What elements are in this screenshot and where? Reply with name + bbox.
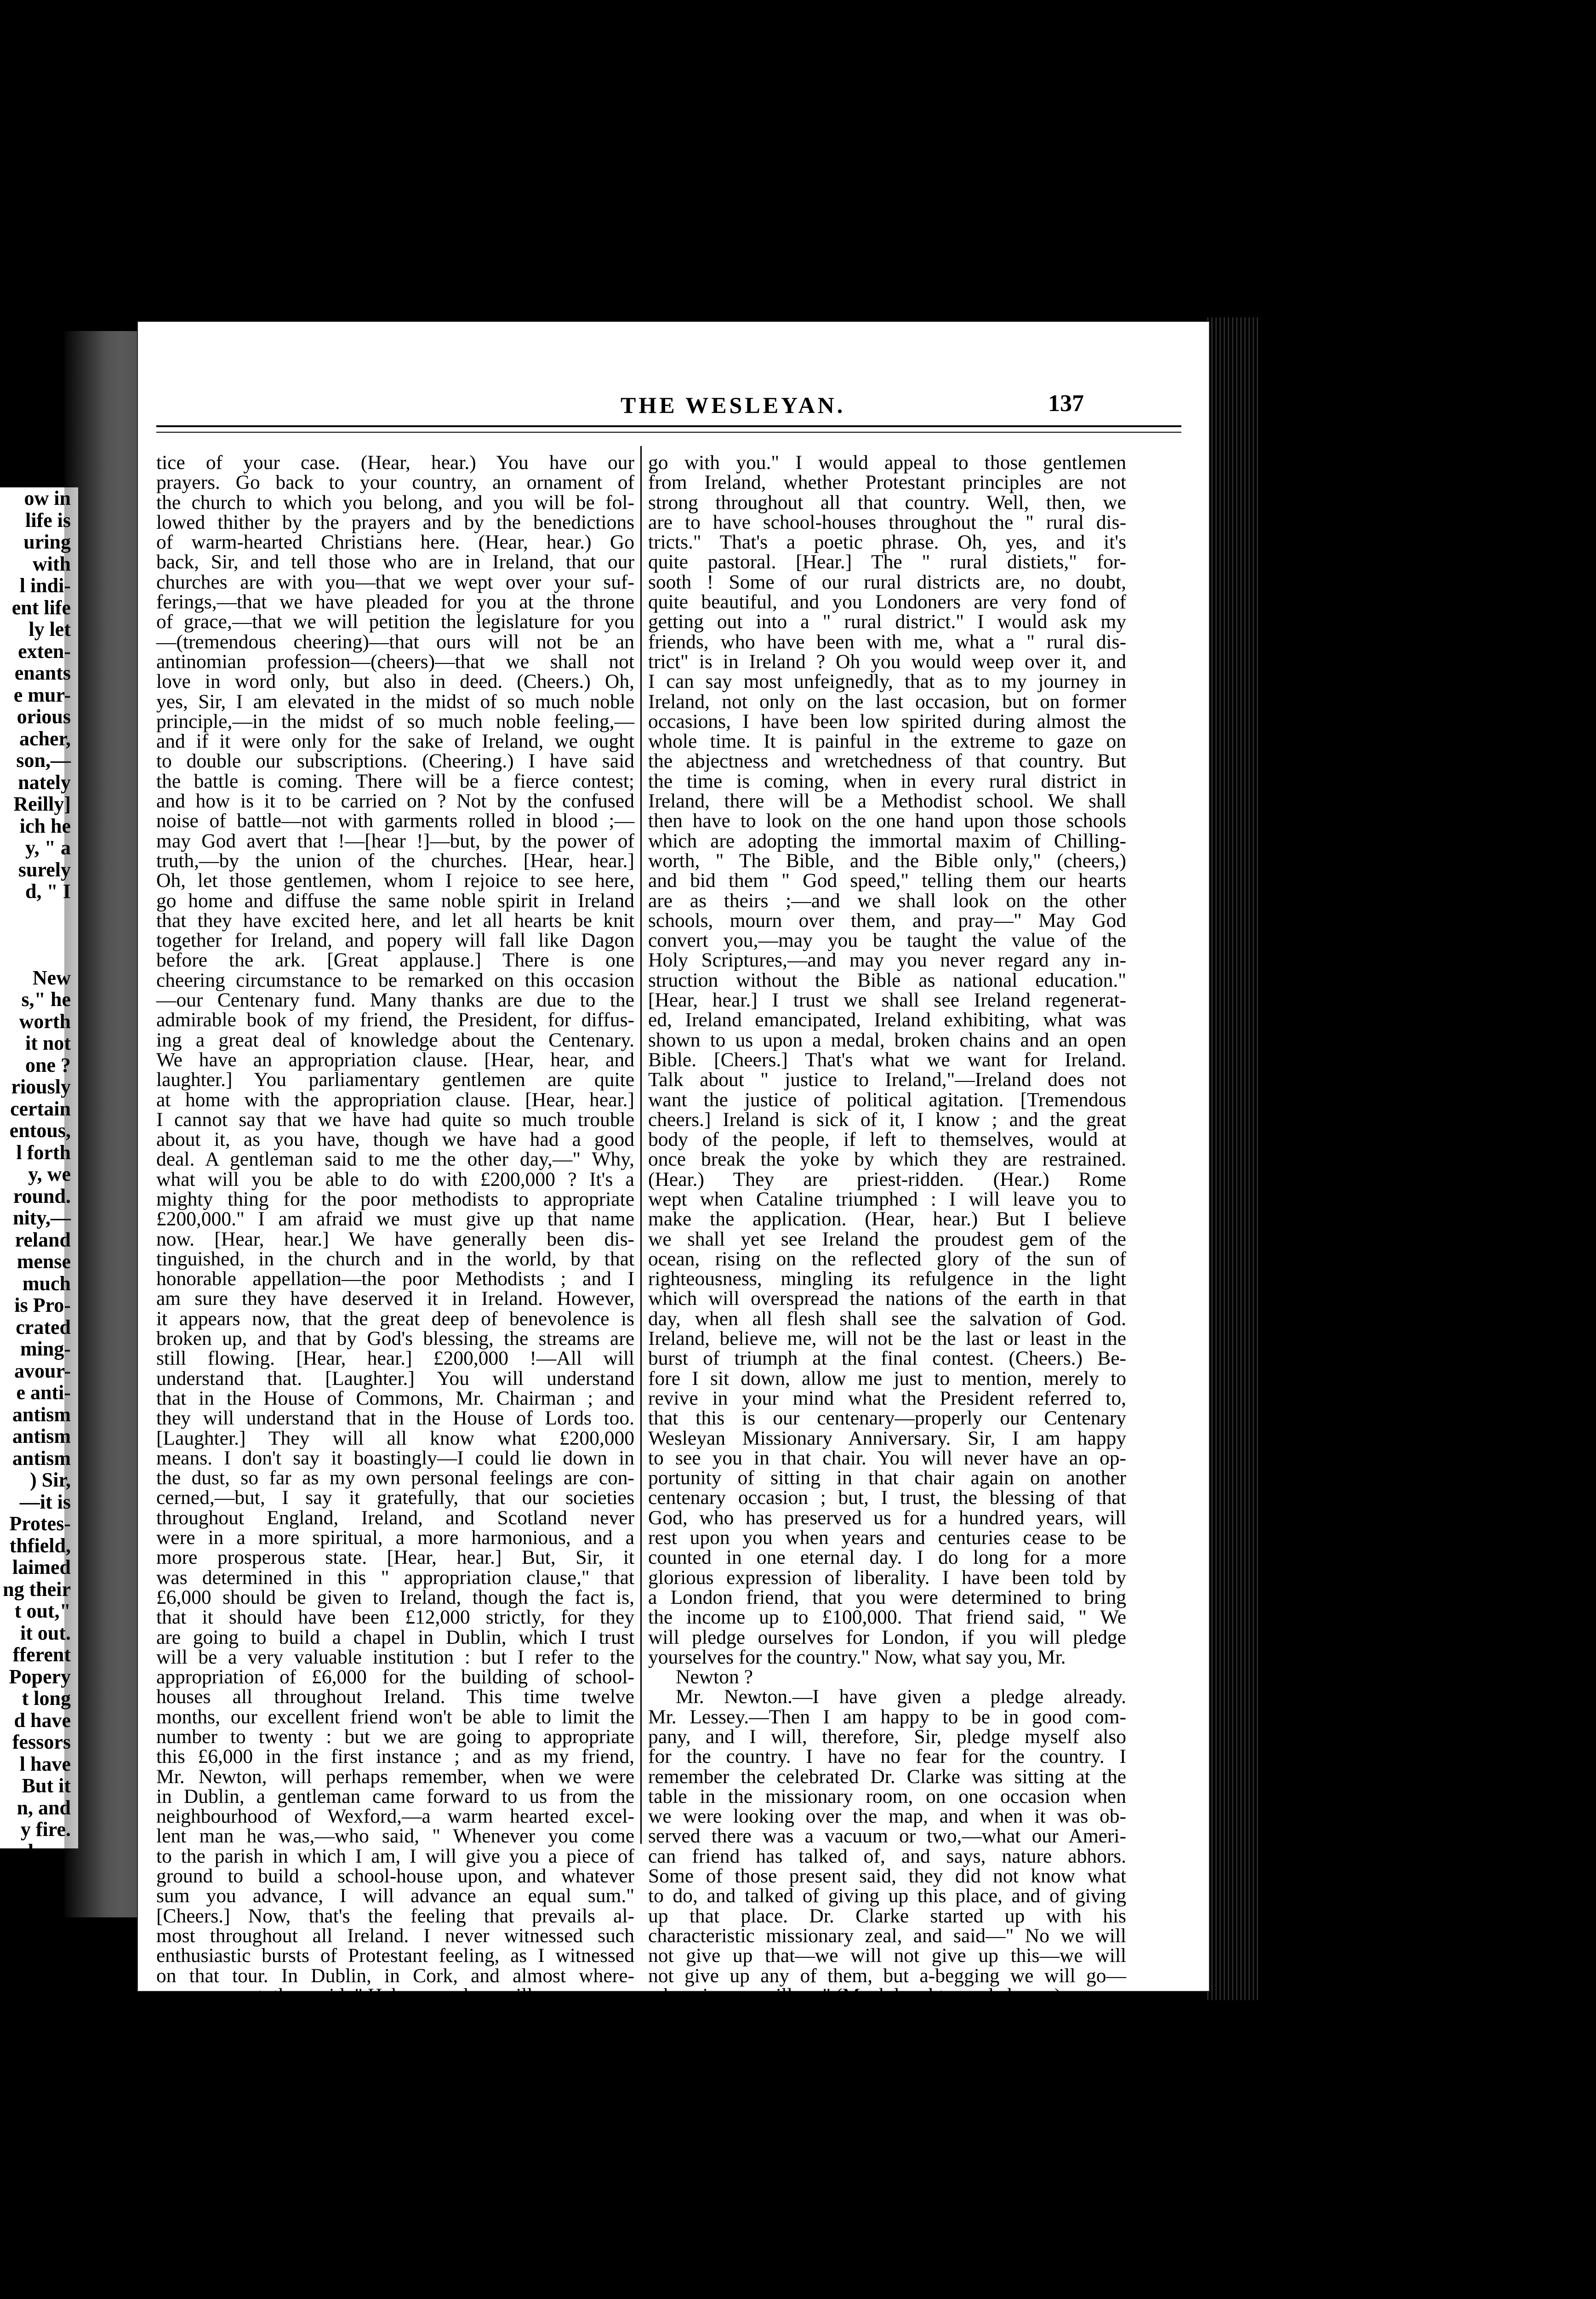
text-line: the battle is coming. There will be a fierce contest; <box>156 770 634 792</box>
text-line: will pledge ourselves for London, if you will pledge <box>648 1626 1126 1648</box>
text-column-right <box>648 453 1126 2006</box>
text-line: now. [Hear, hear.] We have generally been dis- <box>156 1228 634 1250</box>
text-line: shown to us upon a medal, broken chains and an open <box>648 1029 1126 1051</box>
facing-page-line: l indi- <box>19 574 71 597</box>
text-line: before the ark. [Great applause.] There is one <box>156 949 634 972</box>
text-line: cerned,—but, I say it gratefully, that our societies <box>156 1487 634 1509</box>
text-line: they will understand that in the House of Lords too. <box>156 1407 634 1430</box>
text-line: are going to build a chapel in Dublin, which I trust <box>156 1626 634 1648</box>
text-line: sum you advance, I will advance an equal sum." <box>156 1885 634 1907</box>
facing-page-line: antism <box>12 1425 71 1447</box>
text-column-left <box>156 453 634 2006</box>
text-line: churches are with you—that we wept over your suf- <box>156 571 634 593</box>
facing-page-line: —it is <box>19 1490 71 1513</box>
text-line: and if it were only for the sake of Ireland, we ought <box>156 730 634 753</box>
text-line: remember the celebrated Dr. Clarke was sitting at the <box>648 1765 1126 1788</box>
text-line: the time is coming, when in every rural district in <box>648 770 1126 792</box>
text-line: which are adopting the immortal maxim of Chilling- <box>648 829 1126 852</box>
text-line: we shall yet see Ireland the proudest gem of the <box>648 1228 1126 1250</box>
text-line: will be a very valuable institution : but I refer to the <box>156 1646 634 1668</box>
facing-page-line: Reilly] <box>13 793 71 815</box>
facing-page-line: d have <box>14 1709 71 1732</box>
text-line: make the application. (Hear, hear.) But I believe <box>648 1208 1126 1230</box>
text-line: it appears now, that the great deep of benevolence is <box>156 1307 634 1330</box>
facing-page-line: mense <box>17 1250 71 1273</box>
facing-page-line: worth <box>19 1010 71 1033</box>
text-line: noise of battle—not with garments rolled in blood ;— <box>156 810 634 832</box>
text-line: to do, and talked of giving up this place, and of giving <box>648 1885 1126 1907</box>
text-line: tice of your case. (Hear, hear.) You have our <box>156 452 634 474</box>
text-line: wept when Cataline triumphed : I will leave you to <box>648 1188 1126 1210</box>
text-line: ed, Ireland emancipated, Ireland exhibiting, what was <box>648 1009 1126 1031</box>
text-line: a-begging we will go." (Much laughter and cheers.) <box>648 1984 1061 2007</box>
text-line: that in the House of Commons, Mr. Chairman ; and <box>156 1387 634 1409</box>
facing-page-line: antism <box>12 1403 71 1426</box>
text-line: Ireland, believe me, will not be the last or least in the <box>648 1327 1126 1350</box>
text-line: glorious expression of liberality. I have been told by <box>648 1566 1126 1589</box>
facing-page-line: sh that <box>11 1862 71 1884</box>
text-line: the church to which you belong, and you will be fol- <box>156 491 634 514</box>
text-line: and how is it to be carried on ? Not by the confused <box>156 790 634 812</box>
text-line: pany, and I will, therefore, Sir, pledge myself also <box>648 1726 1126 1748</box>
facing-page-line: ow in <box>24 487 71 509</box>
text-line: Holy Scriptures,—and may you never regard any in- <box>648 949 1126 972</box>
facing-page-line: round. <box>13 1184 71 1207</box>
facing-page-line: exten- <box>18 640 71 663</box>
text-line: [Cheers.] Now, that's the feeling that prevails al- <box>156 1904 634 1927</box>
text-line: table in the missionary room, on one occasion when <box>648 1785 1126 1807</box>
text-line: righteousness, mingling its refulgence in the light <box>648 1268 1126 1290</box>
text-line: £6,000 should be given to Ireland, though the fact is, <box>156 1586 634 1608</box>
text-line: Mr. Newton.—I have given a pledge already. <box>676 1686 1126 1708</box>
text-line: and bid them " God speed," telling them our hearts <box>648 869 1126 892</box>
facing-page-line: acher, <box>19 727 71 750</box>
text-line: principle,—in the midst of so much noble feeling,— <box>156 710 634 732</box>
facing-page-line: y fire. <box>20 1818 71 1841</box>
facing-page-line: ly let <box>28 618 71 641</box>
text-line: lent man he was,—who said, " Whenever you come <box>156 1825 634 1847</box>
text-line: yourselves for the country." Now, what say you, Mr. <box>648 1646 1066 1668</box>
facing-page-line: uring <box>23 531 71 553</box>
text-line: served there was a vacuum or two,—what our Ameri- <box>648 1825 1126 1847</box>
text-line: strong throughout all that country. Well, then, we <box>648 491 1126 514</box>
text-line: Some of those present said, they did not know what <box>648 1865 1126 1887</box>
text-line: We have an appropriation clause. [Hear, hear, and <box>156 1048 634 1071</box>
text-line: were in a more spiritual, a more harmonious, and a <box>156 1527 634 1549</box>
facing-page-line: rth the <box>11 2057 71 2080</box>
text-line: love in word only, but also in deed. (Cheers.) Oh, <box>156 670 634 693</box>
text-line: [Hear, hear.] I trust we shall see Ireland regenerat- <box>648 989 1126 1012</box>
text-line: can friend has talked of, and says, nature abhors. <box>648 1845 1126 1867</box>
facing-page-line: ent life <box>11 596 71 619</box>
text-line: ocean, rising on the reflected glory of the sun of <box>648 1247 1126 1270</box>
facing-page-line: reland <box>15 1228 71 1251</box>
text-line: to see you in that chair. You will never have an op- <box>648 1447 1126 1469</box>
text-line: may God avert that !—[hear !]—but, by the power of <box>156 829 634 852</box>
text-line: worth, " The Bible, and the Bible only," (cheers,) <box>648 849 1126 872</box>
text-line: sooth ! Some of our rural districts are, no doubt, <box>648 571 1126 593</box>
text-line: neighbourhood of Wexford,—a warm hearted excel- <box>156 1805 634 1828</box>
facing-page-line: conse- <box>17 2035 71 2058</box>
facing-page-line: it not <box>25 1032 71 1054</box>
text-line: fore I sit down, allow me just to mention, merely to <box>648 1367 1126 1390</box>
facing-page-line: where, <box>13 1840 71 1863</box>
text-line: to the parish in which I am, I will give you a piece of <box>156 1845 634 1867</box>
facing-page-line: much <box>22 1272 71 1295</box>
text-line: are to have school-houses throughout the " rural dis- <box>648 511 1126 533</box>
text-line: (Hear.) They are priest-ridden. (Hear.) Rome <box>648 1168 1126 1190</box>
text-line: occasions, I have been low spirited during almost the <box>648 710 1126 732</box>
text-line: in Dublin, a gentleman came forward to us from the <box>156 1785 634 1807</box>
text-line: houses all throughout Ireland. This time twelve <box>156 1686 634 1708</box>
text-line: cheers.] Ireland is sick of it, I know ; and the great <box>648 1108 1126 1131</box>
text-line: ferings,—that we have pleaded for you at the throne <box>156 591 634 613</box>
text-line: —our Centenary fund. Many thanks are due to the <box>156 989 634 1012</box>
facing-page-line: ve been <box>6 2122 71 2145</box>
text-line: that they have excited here, and let all hearts be knit <box>156 909 634 932</box>
facing-page-line: ounded <box>6 1883 71 1906</box>
text-line: revive in your mind what the President referred to, <box>648 1387 1126 1409</box>
text-line: —(tremendous cheering)—that ours will not be an <box>156 630 634 653</box>
text-line: most throughout all Ireland. I never witnessed such <box>156 1924 634 1947</box>
facing-page-line: n, and <box>17 1796 71 1819</box>
facing-page-line: thfield, <box>9 1534 71 1557</box>
facing-page-line: ming- <box>20 1338 71 1360</box>
facing-page-line: laimed <box>12 1556 71 1578</box>
text-line: not give up any of them, but a-begging we will go— <box>648 1964 1126 1987</box>
text-line: lowed thither by the prayers and by the benedictions <box>156 511 634 533</box>
text-line: not give up that—we will not give up this—we will <box>648 1944 1126 1967</box>
facing-page-line: ") shall <box>7 1970 71 1992</box>
text-line: I can say most unfeignedly, that as to my journey in <box>648 670 1126 693</box>
facing-page-line: fessors <box>12 1731 71 1753</box>
text-line: schools, mourn over them, and pray—" May God <box>648 909 1126 932</box>
text-line: about it, as you have, though we have had a good <box>156 1128 634 1151</box>
text-line: am sure they have deserved it in Ireland. However, <box>156 1287 634 1310</box>
text-line: to double our subscriptions. (Cheering.) I have said <box>156 750 634 772</box>
text-line: Oh, let those gentlemen, whom I rejoice to see here, <box>156 869 634 892</box>
facing-page-line: New <box>32 966 71 989</box>
facing-page-line: ) Sir, <box>30 1469 71 1491</box>
facing-page-line: s," he <box>21 988 71 1011</box>
text-line: characteristic missionary zeal, and said—" No we will <box>648 1924 1126 1947</box>
text-line: Wesleyan Missionary Anniversary. Sir, I am happy <box>648 1427 1126 1449</box>
text-line: from Ireland, whether Protestant principles are not <box>648 471 1126 494</box>
facing-page-line: enants <box>14 662 71 684</box>
text-line: Talk about " justice to Ireland,"—Ireland does not <box>648 1069 1126 1091</box>
text-line: we were looking over the map, and when it was ob- <box>648 1805 1126 1828</box>
facing-page-line: crated <box>16 1315 71 1338</box>
text-line: still flowing. [Hear, hear.] £200,000 !—All will <box>156 1347 634 1370</box>
text-line: the abjectness and wretchedness of that country. But <box>648 750 1126 772</box>
text-line: whole time. It is painful in the extreme to gaze on <box>648 730 1126 753</box>
facing-page-line: certain <box>10 1097 71 1120</box>
text-line: [Laughter.] They will all know what £200,000 <box>156 1427 634 1449</box>
facing-page-line: t out," <box>14 1600 71 1622</box>
text-line: enthusiastic bursts of Protestant feeling, as I witnessed <box>156 1944 634 1967</box>
text-line: Mr. Lessey.—Then I am happy to be in good com- <box>648 1705 1126 1728</box>
text-line: that it should have been £12,000 strictly, for they <box>156 1606 634 1629</box>
facing-page-line: avour- <box>14 1359 71 1382</box>
facing-page-line: entous, <box>9 1119 71 1142</box>
facing-page-line: antism <box>12 1447 71 1470</box>
page-number: 137 <box>1048 390 1084 417</box>
text-line: mighty thing for the poor methodists to appropriate <box>156 1188 634 1210</box>
text-line: tinguished, in the church and in the world, by that <box>156 1247 634 1270</box>
text-line: which will overspread the nations of the earth in that <box>648 1287 1126 1310</box>
text-line: God, who has preserved us for a hundred years, will <box>648 1506 1126 1529</box>
text-line: yes, Sir, I am elevated in the midst of so much noble <box>156 690 634 713</box>
facing-page-line: it out. <box>20 1621 71 1644</box>
text-line: on that tour. In Dublin, in Cork, and almost where- <box>156 1964 634 1987</box>
facing-page-line: ng their <box>3 1578 71 1601</box>
text-line: admirable book of my friend, the President, for diffus- <box>156 1009 634 1031</box>
text-line: getting out into a " rural district." I would ask my <box>648 611 1126 633</box>
text-line: together for Ireland, and popery will fall like Dagon <box>156 929 634 952</box>
text-line: once break the yoke by which they are restrained. <box>648 1148 1126 1171</box>
facing-page-line: the jus- <box>6 2210 71 2233</box>
text-line: counted in one eternal day. I do long for a more <box>648 1546 1126 1569</box>
text-line: understand that. [Laughter.] You will understand <box>156 1367 634 1390</box>
column-divider <box>640 446 642 1844</box>
facing-page-line: nity,— <box>13 1207 71 1229</box>
facing-page-line: surely <box>18 858 71 881</box>
facing-page-line: Serjeant <box>0 2188 73 2211</box>
text-line: for the country. I have no fear for the country. I <box>648 1745 1126 1768</box>
text-line: £200,000." I am afraid we must give up that name <box>156 1208 634 1230</box>
text-line: quite beautiful, and you Londoners are very fond of <box>648 591 1126 613</box>
facing-page-line: hall we <box>9 2079 71 2102</box>
text-line: portunity of sitting in that chair again on another <box>648 1467 1126 1489</box>
text-line: body of the people, if left to themselves, would at <box>648 1128 1126 1151</box>
facing-page-line: riously <box>11 1075 71 1098</box>
text-line: convert you,—may you be taught the value of the <box>648 929 1126 952</box>
facing-page-line: y, we <box>28 1163 71 1185</box>
text-line: of grace,—that we will petition the legislature for you <box>156 611 634 633</box>
page-stack-edge <box>1204 317 1260 2000</box>
text-line: the income up to £100,000. That friend said, " We <box>648 1606 1126 1629</box>
journal-page <box>138 322 1209 2007</box>
text-line: more prosperous state. [Hear, hear.] But, Sir, it <box>156 1546 634 1569</box>
facing-page-line: d, " I <box>25 880 71 903</box>
facing-page-line: one ? <box>25 1053 71 1076</box>
facing-page-line: orious <box>17 705 71 728</box>
facing-page-line: fferent <box>12 1643 71 1666</box>
facing-page-line: Protes- <box>9 1512 71 1535</box>
text-line: trict" is in Ireland ? Oh you would weep over it, and <box>648 650 1126 673</box>
text-line: Ireland, not only on the last occasion, but on former <box>648 690 1126 713</box>
facing-page-line: life is <box>25 509 71 532</box>
text-line: was determined in this " appropriation clause," that <box>156 1566 634 1589</box>
text-line: tricts." That's a poetic phrase. Oh, yes, and it's <box>648 531 1126 554</box>
text-line: go home and diffuse the same noble spirit in Ireland <box>156 889 634 912</box>
text-line: centenary occasion ; but, I trust, the blessing of that <box>648 1487 1126 1509</box>
text-line: months, our excellent friend won't be able to limit the <box>156 1705 634 1728</box>
text-line: want the justice of political agitation. [Tremendous <box>648 1088 1126 1111</box>
text-line: rest upon you when years and centuries cease to be <box>648 1527 1126 1549</box>
text-line: this £6,000 in the first instance ; and as my friend, <box>156 1745 634 1768</box>
text-line: I cannot say that we have had quite so much trouble <box>156 1108 634 1131</box>
facing-page-line: ich he <box>19 814 71 837</box>
text-line: what will you be able to do with £200,000 ? It's a <box>156 1168 634 1190</box>
text-line: friends, who have been with me, what a " rural dis- <box>648 630 1126 653</box>
text-line: means. I don't say it boastingly—I could lie down in <box>156 1447 634 1469</box>
text-line: antinomian profession—(cheers)—that we shall not <box>156 650 634 673</box>
text-line: a London friend, that you were determined to bring <box>648 1586 1126 1608</box>
text-line: quite pastoral. [Hear.] The " rural distiets," for- <box>648 551 1126 573</box>
facing-page-line: n Irish <box>13 2166 71 2189</box>
facing-page-line: n there <box>10 2145 71 2167</box>
text-line: up that place. Dr. Clarke started up with his <box>648 1904 1126 1927</box>
text-line: Ireland, there will be a Methodist school. We shall <box>648 790 1126 812</box>
text-line: deal. A gentleman said to me the other day,—" Why, <box>156 1148 634 1171</box>
facing-page-line: d great <box>10 2101 71 2123</box>
facing-page-line: with <box>32 552 71 575</box>
text-line: throughout England, Ireland, and Scotland never <box>156 1506 634 1529</box>
facing-page-line: is Pro- <box>14 1294 71 1316</box>
text-line: cheering circumstance to be remarked on this occasion <box>156 969 634 991</box>
text-line: broken up, and that by God's blessing, the streams are <box>156 1327 634 1350</box>
text-line: laughter.] You parliamentary gentlemen are quite <box>156 1069 634 1091</box>
text-line: that this is our centenary—properly our Centenary <box>648 1407 1126 1430</box>
text-line: back, Sir, and tell those who are in Ireland, that our <box>156 551 634 573</box>
text-line: of warm-hearted Christians here. (Hear, hear.) Go <box>156 531 634 554</box>
facing-page-line: l have <box>19 1752 71 1775</box>
facing-page-line: ng their <box>3 2013 71 2036</box>
text-line: Newton ? <box>676 1666 753 1688</box>
text-line: the dust, so far as my own personal feelings are con- <box>156 1467 634 1489</box>
facing-page-line: son,— <box>16 749 71 772</box>
header-rule <box>156 425 1181 433</box>
text-line: truth,—by the union of the churches. [Hear, hear.] <box>156 849 634 872</box>
facing-page-line: t long <box>22 1687 71 1710</box>
text-line: prayers. Go back to your country, an ornament of <box>156 471 634 494</box>
text-line: ever we went, they said, " Help us, and we will <box>156 1984 533 2007</box>
facing-page-line: e anti- <box>16 1381 71 1404</box>
text-line: burst of triumph at the final contest. (Cheers.) Be- <box>648 1347 1126 1370</box>
text-line: day, when all flesh shall see the salvation of God. <box>648 1307 1126 1330</box>
running-head: THE WESLEYAN. <box>621 392 846 418</box>
text-line: go with you." I would appeal to those gentlemen <box>648 452 1126 474</box>
facing-page-line: l forth <box>16 1141 71 1164</box>
text-line: Bible. [Cheers.] That's what we want for Ireland. <box>648 1048 1126 1071</box>
text-line: are as theirs ;—and we shall look on the other <box>648 889 1126 912</box>
facing-page-line: e mur- <box>13 683 71 706</box>
text-line: Mr. Newton, will perhaps remember, when we were <box>156 1765 634 1788</box>
text-line: honorable appellation—the poor Methodists ; and I <box>156 1268 634 1290</box>
text-line: at home with the appropriation clause. [Hear, hear.] <box>156 1088 634 1111</box>
facing-page-line: God and <box>0 1991 75 2014</box>
text-line: then have to look on the one hand upon those schools <box>648 810 1126 832</box>
facing-page-line: nately <box>18 771 71 794</box>
text-line: appropriation of £6,000 for the building of school- <box>156 1666 634 1688</box>
text-line: number to twenty : but we are going to appropriate <box>156 1726 634 1748</box>
text-line: ground to build a school-house upon, and whatever <box>156 1865 634 1887</box>
facing-page-line: But it <box>22 1774 71 1797</box>
facing-page-line: Popery <box>9 1665 71 1688</box>
text-line: struction without the Bible as national education." <box>648 969 1126 991</box>
text-line: ing a great deal of knowledge about the Centenary. <box>156 1029 634 1051</box>
facing-page-line: y, " a <box>25 836 71 859</box>
